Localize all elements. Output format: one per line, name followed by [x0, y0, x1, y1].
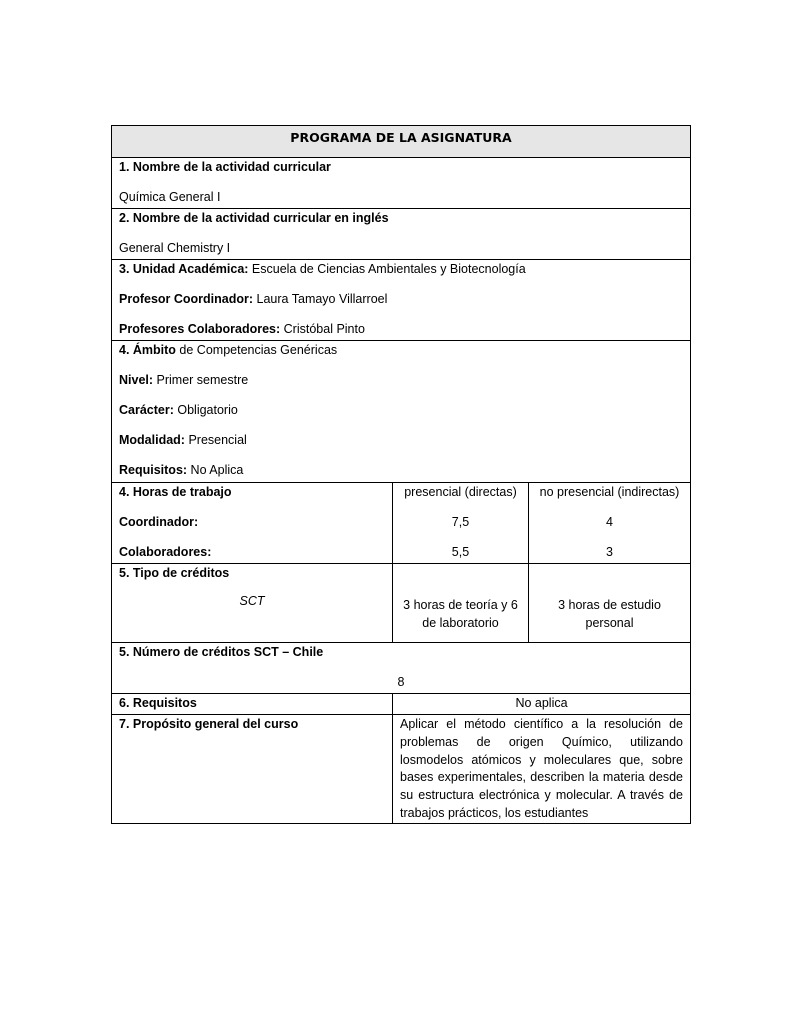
horas-row: [112, 483, 691, 564]
section-3-cell: [112, 260, 691, 341]
horas-labels-cell: [112, 483, 393, 564]
program-title: PROGRAMA DE LA ASIGNATURA: [112, 126, 691, 158]
requisitos-row: [112, 694, 691, 715]
ambito: 4. Ámbito de Competencias Genéricas: [119, 343, 338, 357]
section-2-cell: [112, 209, 691, 260]
numero-creditos-row: [112, 643, 691, 694]
colaboradores-no-presencial: 3: [606, 545, 613, 559]
section-2-value: General Chemistry I: [119, 241, 231, 255]
requisitos-heading-cell: [112, 694, 393, 715]
numero-creditos-cell: [112, 643, 691, 694]
profesores-colaboradores: Profesores Colaboradores: Cristóbal Pinto: [119, 322, 365, 336]
horas-presencial-cell: [393, 483, 529, 564]
section-2-heading: 2. Nombre de la actividad curricular en inglés: [119, 211, 389, 225]
section-1-row: [112, 158, 691, 209]
tipo-no-presencial-cell: [529, 564, 691, 643]
program-table: [111, 125, 691, 824]
proposito-heading-cell: [112, 715, 393, 824]
horas-heading: 4. Horas de trabajo: [119, 485, 232, 499]
coordinador-no-presencial: 4: [606, 515, 613, 529]
col-presencial-header: presencial (directas): [404, 485, 517, 499]
unidad-academica: 3. Unidad Académica: Escuela de Ciencias Ambientales y Biotecnología: [119, 262, 526, 276]
requisitos-heading: 6. Requisitos: [119, 696, 197, 710]
section-2-row: [112, 209, 691, 260]
proposito-row: [112, 715, 691, 824]
section-3-row: [112, 260, 691, 341]
section-1-heading: 1. Nombre de la actividad curricular: [119, 160, 331, 174]
proposito-text: Aplicar el método científico a la resolución de problemas de origen Químico, utilizando losmodelos atómicos y moleculares que, sobre bases experimentales, describen la materia desde su estructura electrónica y molecular. A través de trabajos prácticos, los estudiantes: [400, 717, 683, 820]
requisitos: Requisitos: No Aplica: [119, 463, 244, 477]
tipo-presencial-cell: [393, 564, 529, 643]
tipo-presencial-text: 3 horas de teoría y 6 de laboratorio: [403, 598, 518, 630]
tipo-creditos-value: SCT: [239, 594, 265, 608]
proposito-text-cell: [393, 715, 691, 824]
section-4-cell: [112, 341, 691, 483]
requisitos-value: No aplica: [393, 694, 691, 715]
tipo-creditos-heading: 5. Tipo de créditos: [119, 566, 230, 580]
numero-creditos-value: 8: [397, 675, 405, 689]
horas-no-presencial-cell: [529, 483, 691, 564]
colaboradores-presencial: 5,5: [451, 545, 470, 559]
coordinador-presencial: 7,5: [451, 515, 470, 529]
col-no-presencial-header: no presencial (indirectas): [539, 485, 680, 499]
section-4-row: [112, 341, 691, 483]
curriculum-program-page: [111, 125, 690, 824]
section-1-cell: [112, 158, 691, 209]
horas-coordinador-label: Coordinador:: [119, 515, 199, 529]
tipo-no-presencial-text: 3 horas de estudio personal: [558, 598, 661, 630]
caracter: Carácter: Obligatorio: [119, 403, 238, 417]
numero-creditos-heading: 5. Número de créditos SCT – Chile: [119, 645, 324, 659]
tipo-creditos-row: [112, 564, 691, 643]
horas-colaboradores-label: Colaboradores:: [119, 545, 212, 559]
nivel: Nivel: Primer semestre: [119, 373, 249, 387]
section-1-value: Química General I: [119, 190, 221, 204]
proposito-heading: 7. Propósito general del curso: [119, 717, 299, 731]
title-row: [112, 126, 691, 158]
profesor-coordinador: Profesor Coordinador: Laura Tamayo Villarroel: [119, 292, 388, 306]
tipo-creditos-cell: [112, 564, 393, 643]
modalidad: Modalidad: Presencial: [119, 433, 247, 447]
